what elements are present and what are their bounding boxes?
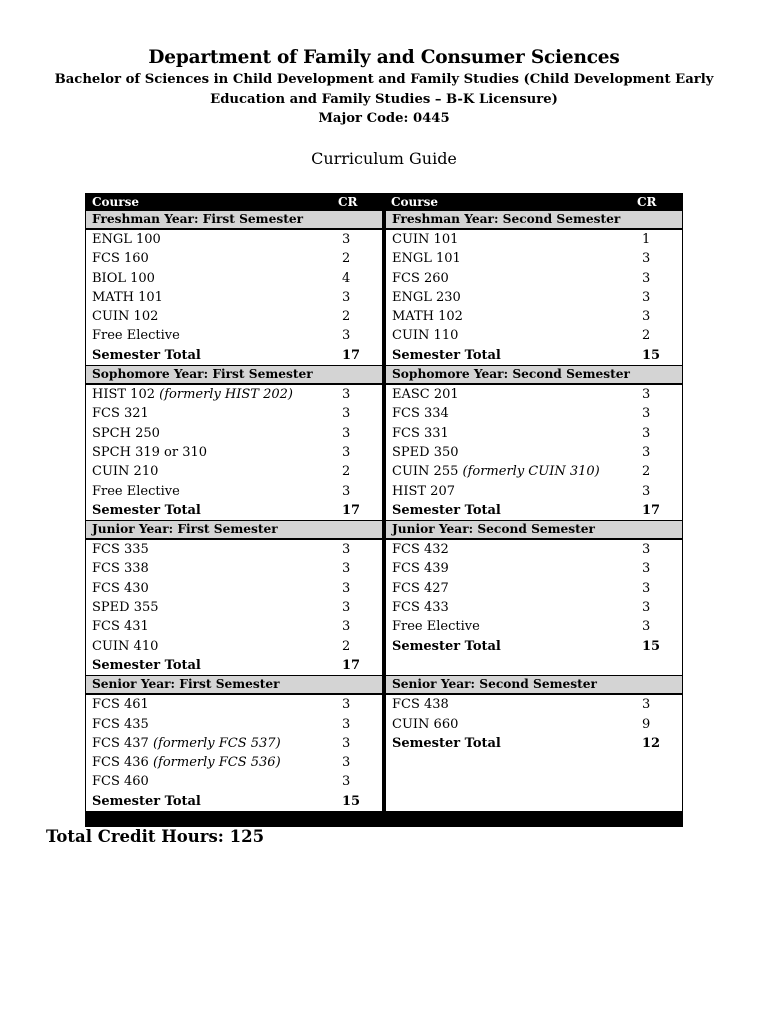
semester-total-label: Semester Total [92, 793, 201, 809]
course-name [386, 715, 642, 734]
semester-total-row [386, 501, 682, 520]
semester-total-value: 15 [642, 638, 661, 654]
major-code: Major Code: 0445 [318, 111, 450, 126]
course-name [386, 559, 642, 578]
semester-total-value: 17 [642, 502, 661, 518]
course-credits: 3 [642, 406, 651, 422]
course-row [386, 482, 682, 501]
course-credits: 3 [342, 387, 351, 403]
semester-total-row [86, 656, 382, 675]
course-name [86, 249, 342, 268]
course-row [386, 579, 682, 598]
course-credits: 3 [642, 561, 651, 577]
semester-total-row [86, 346, 382, 365]
course-credits: 3 [342, 561, 351, 577]
course-row [386, 540, 682, 559]
course-name [86, 230, 342, 249]
course-credits: 3 [642, 289, 651, 305]
course-code: FCS 439 [392, 561, 449, 577]
course-credits: 3 [342, 542, 351, 558]
course-code: FCS 160 [92, 251, 149, 267]
course-row [86, 598, 382, 617]
course-code: FCS 338 [92, 561, 149, 577]
blank-row [386, 792, 682, 811]
semester-heading: Freshman Year: Second Semester [386, 210, 682, 230]
semester-heading: Sophomore Year: Second Semester [386, 365, 682, 385]
course-credits: 3 [342, 774, 351, 790]
course-code: FCS 433 [392, 600, 449, 616]
column-header-course: Course [92, 194, 139, 209]
course-code: FCS 430 [92, 580, 149, 596]
semester-total-row [86, 792, 382, 811]
course-name [86, 540, 342, 559]
course-row [386, 269, 682, 288]
course-code: CUIN 110 [392, 328, 459, 344]
course-row [386, 443, 682, 462]
course-name [86, 307, 342, 326]
semester-total-row [386, 346, 682, 365]
semester-heading: Junior Year: First Semester [86, 520, 382, 540]
course-credits: 3 [342, 619, 351, 635]
course-name [86, 269, 342, 288]
course-name [386, 326, 642, 345]
course-row [86, 482, 382, 501]
course-code: CUIN 102 [92, 309, 159, 325]
course-former-code-note: (formerly FCS 537) [152, 735, 281, 751]
semester-heading: Senior Year: Second Semester [386, 675, 682, 695]
course-code: Free Elective [392, 619, 480, 635]
course-name [386, 424, 642, 443]
course-former-code-note: (formerly CUIN 310) [462, 464, 600, 480]
blank-row [386, 753, 682, 772]
course-row [386, 424, 682, 443]
course-name [86, 772, 342, 791]
course-code: CUIN 255 [392, 464, 459, 480]
course-row [386, 326, 682, 345]
blank-row [386, 656, 682, 675]
course-row [86, 385, 382, 404]
course-credits: 2 [642, 464, 651, 480]
course-credits: 3 [642, 425, 651, 441]
course-code: MATH 102 [392, 309, 463, 325]
course-credits: 3 [342, 328, 351, 344]
semester-total-label: Semester Total [392, 735, 501, 751]
semester-total-value: 17 [342, 502, 361, 518]
course-credits: 3 [642, 580, 651, 596]
semester-block [386, 520, 682, 675]
course-row [86, 249, 382, 268]
semester-total-label: Semester Total [392, 638, 501, 654]
semester-heading: Senior Year: First Semester [86, 675, 382, 695]
course-row [86, 307, 382, 326]
course-credits: 9 [642, 716, 651, 732]
course-credits: 3 [342, 716, 351, 732]
course-row [86, 288, 382, 307]
course-credits: 1 [642, 232, 651, 247]
course-credits: 3 [342, 483, 351, 499]
course-name [386, 617, 642, 636]
semester-block [86, 675, 382, 811]
course-name [386, 230, 642, 249]
course-code: FCS 436 [92, 755, 149, 771]
course-row [86, 326, 382, 345]
blank-row [386, 772, 682, 791]
semester-heading: Junior Year: Second Semester [386, 520, 682, 540]
course-row [386, 288, 682, 307]
course-credits: 3 [342, 444, 351, 460]
course-row [86, 753, 382, 772]
semester-block [386, 365, 682, 520]
course-row [86, 734, 382, 753]
course-credits: 3 [642, 444, 651, 460]
semester-block [86, 520, 382, 675]
course-code: FCS 432 [392, 542, 449, 558]
course-name [386, 462, 642, 481]
semester-block [86, 365, 382, 520]
course-code: EASC 201 [392, 387, 459, 403]
course-row [86, 404, 382, 423]
course-row [86, 637, 382, 656]
semester-total-label: Semester Total [392, 347, 501, 363]
course-row [386, 230, 682, 249]
semester-total-row [86, 501, 382, 520]
course-credits: 2 [342, 251, 351, 267]
course-credits: 3 [342, 580, 351, 596]
course-name [386, 443, 642, 462]
course-credits: 3 [642, 542, 651, 558]
semester-total-value: 17 [342, 657, 361, 673]
course-name [86, 579, 342, 598]
semester-total-row [386, 734, 682, 753]
semester-total-label: Semester Total [392, 502, 501, 518]
course-code: FCS 438 [392, 697, 449, 713]
course-code: CUIN 660 [392, 716, 459, 732]
course-name [86, 753, 342, 772]
course-row [86, 462, 382, 481]
course-credits: 2 [342, 638, 351, 654]
course-code: FCS 435 [92, 716, 149, 732]
course-code: FCS 334 [392, 406, 449, 422]
course-credits: 3 [342, 755, 351, 771]
course-name [386, 307, 642, 326]
column-header-cr: CR [338, 194, 358, 209]
course-code: ENGL 100 [92, 232, 161, 247]
course-code: FCS 461 [92, 697, 149, 713]
semester-total-label: Semester Total [92, 657, 201, 673]
course-credits: 3 [642, 483, 651, 499]
course-code: ENGL 101 [392, 251, 461, 267]
course-code: MATH 101 [92, 289, 163, 305]
course-name [86, 715, 342, 734]
course-row [86, 695, 382, 714]
course-name [386, 579, 642, 598]
course-credits: 3 [342, 425, 351, 441]
course-credits: 3 [342, 735, 351, 751]
course-former-code-note: (formerly HIST 202) [159, 387, 293, 403]
course-name [86, 637, 342, 656]
total-credit-hours: Total Credit Hours: 125 [46, 827, 265, 846]
course-code: FCS 335 [92, 542, 149, 558]
semester-total-value: 15 [642, 347, 661, 363]
course-name [86, 482, 342, 501]
course-credits: 3 [642, 600, 651, 616]
semester-heading: Freshman Year: First Semester [86, 210, 382, 230]
course-code: FCS 260 [392, 270, 449, 286]
course-code: CUIN 210 [92, 464, 159, 480]
course-name [86, 404, 342, 423]
course-row [86, 424, 382, 443]
course-code: CUIN 101 [392, 232, 459, 247]
course-row [386, 715, 682, 734]
course-code: SPED 350 [392, 444, 459, 460]
semester-total-value: 17 [342, 347, 361, 363]
course-name [386, 598, 642, 617]
course-row [86, 269, 382, 288]
course-credits: 4 [342, 270, 351, 286]
course-row [386, 617, 682, 636]
course-row [86, 617, 382, 636]
curriculum-table [85, 193, 683, 827]
course-credits: 3 [342, 600, 351, 616]
course-name [86, 695, 342, 714]
course-code: FCS 427 [392, 580, 449, 596]
semester-block [386, 210, 682, 365]
course-code: BIOL 100 [92, 270, 155, 286]
course-credits: 3 [642, 387, 651, 403]
course-row [386, 404, 682, 423]
course-code: FCS 460 [92, 774, 149, 790]
course-credits: 3 [642, 697, 651, 713]
course-name [86, 443, 342, 462]
course-name [386, 385, 642, 404]
course-name [386, 540, 642, 559]
course-credits: 3 [342, 406, 351, 422]
course-row [86, 540, 382, 559]
course-credits: 3 [642, 251, 651, 267]
course-code: SPCH 319 or 310 [92, 444, 208, 460]
course-row [386, 385, 682, 404]
course-former-code-note: (formerly FCS 536) [152, 755, 281, 771]
semester-total-row [386, 637, 682, 656]
course-name [86, 424, 342, 443]
course-name [86, 385, 342, 404]
course-code: SPCH 250 [92, 425, 160, 441]
course-code: FCS 331 [392, 425, 449, 441]
course-code: ENGL 230 [392, 289, 461, 305]
column-header-course: Course [391, 194, 438, 209]
course-row [86, 715, 382, 734]
course-code: CUIN 410 [92, 638, 159, 654]
course-row [86, 579, 382, 598]
course-row [386, 462, 682, 481]
course-row [386, 559, 682, 578]
course-name [86, 288, 342, 307]
course-row [386, 249, 682, 268]
course-row [86, 443, 382, 462]
semester-heading: Sophomore Year: First Semester [86, 365, 382, 385]
course-credits: 3 [342, 232, 351, 247]
course-credits: 2 [342, 309, 351, 325]
curriculum-guide-title: Curriculum Guide [311, 149, 457, 168]
course-row [86, 230, 382, 249]
course-row [86, 559, 382, 578]
course-code: Free Elective [92, 483, 180, 499]
course-name [386, 249, 642, 268]
semester-total-value: 12 [642, 735, 661, 751]
table-footer-bar [85, 811, 683, 827]
course-code: FCS 321 [92, 406, 149, 422]
course-name [386, 404, 642, 423]
course-code: Free Elective [92, 328, 180, 344]
course-name [86, 559, 342, 578]
course-name [86, 734, 342, 753]
course-code: FCS 431 [92, 619, 149, 635]
column-header-row [85, 193, 683, 210]
document-header [0, 46, 768, 129]
course-name [386, 695, 642, 714]
department-title: Department of Family and Consumer Sciences [148, 47, 620, 68]
course-row [386, 695, 682, 714]
course-row [86, 772, 382, 791]
course-credits: 3 [342, 289, 351, 305]
course-credits: 3 [642, 270, 651, 286]
course-row [386, 598, 682, 617]
semester-block [86, 210, 382, 365]
semester-block [386, 675, 682, 811]
course-credits: 3 [342, 697, 351, 713]
course-credits: 2 [642, 328, 651, 344]
semester-total-value: 15 [342, 793, 361, 809]
course-name [386, 482, 642, 501]
course-credits: 3 [642, 309, 651, 325]
program-name-line-2: Education and Family Studies – B-K Licensure) [210, 91, 558, 107]
course-name [86, 326, 342, 345]
course-code: FCS 437 [92, 735, 149, 751]
course-name [86, 462, 342, 481]
course-row [386, 307, 682, 326]
course-code: HIST 102 [92, 387, 155, 403]
course-name [386, 269, 642, 288]
program-name-line-1: Bachelor of Sciences in Child Development and Family Studies (Child Development Early [54, 72, 714, 87]
course-name [86, 598, 342, 617]
semester-total-label: Semester Total [92, 502, 201, 518]
semester-grid [85, 210, 683, 811]
course-name [86, 617, 342, 636]
course-credits: 2 [342, 464, 351, 480]
course-code: HIST 207 [392, 483, 455, 499]
course-code: SPED 355 [92, 600, 159, 616]
semester-total-label: Semester Total [92, 347, 201, 363]
column-header-cr: CR [637, 194, 657, 209]
course-name [386, 288, 642, 307]
course-credits: 3 [642, 619, 651, 635]
